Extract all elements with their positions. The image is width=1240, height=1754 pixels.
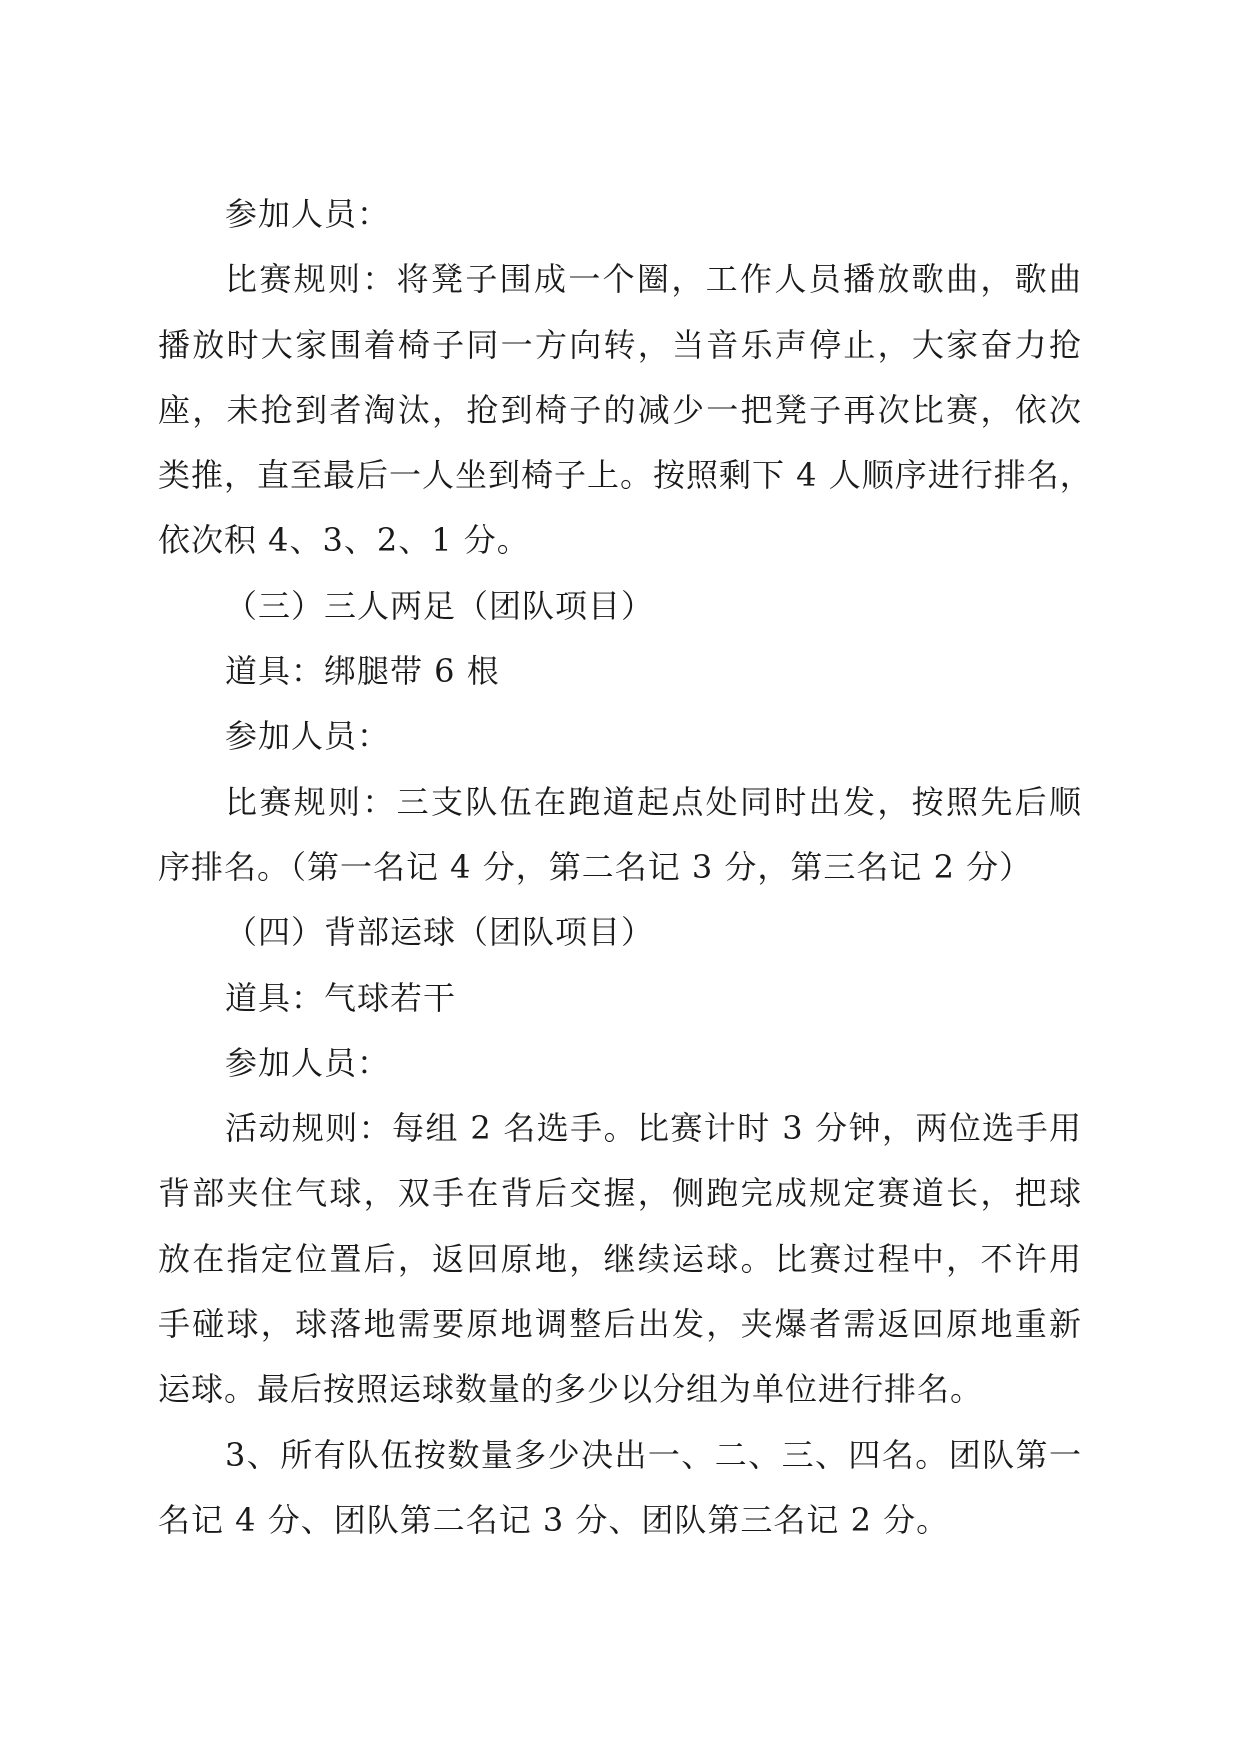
props-paragraph xyxy=(158,966,1082,1031)
paragraph-line: 比赛规则：将凳子围成一个圈，工作人员播放歌曲，歌曲 xyxy=(225,260,1082,299)
paragraph-line: 参加人员： xyxy=(225,1043,391,1082)
paragraph-line: 活动规则：每组 2 名选手。比赛计时 3 分钟，两位选手用 xyxy=(225,1109,1082,1148)
rules-paragraph xyxy=(158,247,1093,573)
paragraph-line: 比赛规则：三支队伍在跑道起点处同时出发，按照先后顺 xyxy=(225,782,1082,821)
rules-paragraph xyxy=(158,1096,1082,1422)
paragraph-line: 道具：气球若干 xyxy=(225,978,457,1017)
section-heading xyxy=(158,574,1082,639)
paragraph-line: （四）背部运球（团队项目） xyxy=(225,913,655,952)
participants-paragraph xyxy=(158,704,1082,769)
paragraph-line: 运球。最后按照运球数量的多少以分组为单位进行排名。 xyxy=(158,1370,984,1409)
section-heading xyxy=(158,900,1082,965)
paragraph-line: 道具：绑腿带 6 根 xyxy=(225,652,500,691)
paragraph-line: 座，未抢到者淘汰，抢到椅子的减少一把凳子再次比赛，依次 xyxy=(158,390,1082,429)
paragraph-line: 参加人员： xyxy=(225,195,391,233)
paragraph-line: （三）三人两足（团队项目） xyxy=(225,586,655,625)
paragraph-line: 背部夹住气球，双手在背后交握，侧跑完成规定赛道长，把球 xyxy=(158,1174,1082,1213)
document-body xyxy=(158,182,1093,1553)
paragraph-line: 3、所有队伍按数量多少决出一、二、三、四名。团队第一 xyxy=(225,1435,1082,1474)
paragraph-line: 类推，直至最后一人坐到椅子上。按照剩下 4 人顺序进行排名， xyxy=(158,456,1093,495)
participants-paragraph xyxy=(158,1031,1082,1096)
paragraph-line: 参加人员： xyxy=(225,717,391,756)
paragraph-line: 手碰球，球落地需要原地调整后出发，夹爆者需返回原地重新 xyxy=(158,1305,1082,1344)
props-paragraph xyxy=(158,639,1082,704)
paragraph-line: 播放时大家围着椅子同一方向转，当音乐声停止，大家奋力抢 xyxy=(158,325,1082,364)
participants-paragraph xyxy=(158,182,1082,247)
rules-paragraph xyxy=(158,770,1082,901)
paragraph-line: 序排名。（第一名记 4 分，第二名记 3 分，第三名记 2 分） xyxy=(158,847,1033,886)
paragraph-line: 依次积 4、3、2、1 分。 xyxy=(158,521,530,560)
ranking-paragraph xyxy=(158,1423,1082,1554)
paragraph-line: 名记 4 分、团队第二名记 3 分、团队第三名记 2 分。 xyxy=(158,1500,950,1539)
paragraph-line: 放在指定位置后，返回原地，继续运球。比赛过程中，不许用 xyxy=(158,1239,1082,1278)
